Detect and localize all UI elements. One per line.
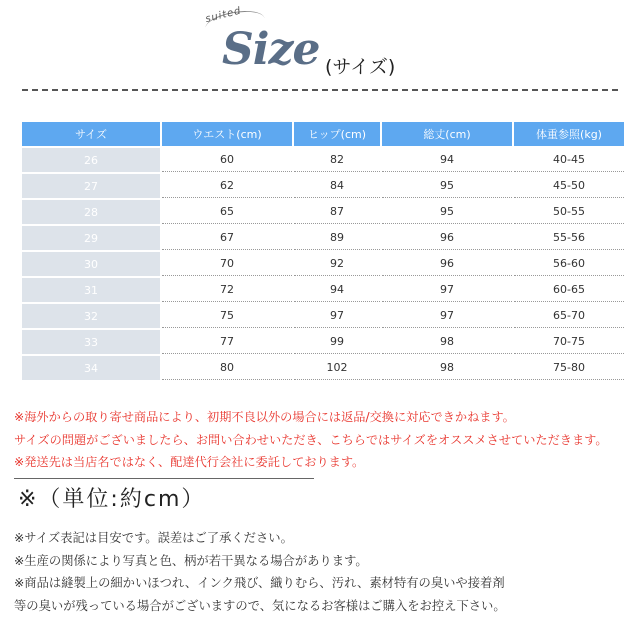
notice-line: サイズの問題がございましたら、お問い合わせいただき、こちらではサイズをオススメさせていただきます。 — [14, 432, 608, 447]
weight-cell: 60-65 — [514, 278, 624, 302]
hip-cell: 87 — [294, 200, 380, 224]
note-line: ※サイズ表記は目安です。誤差はご了承ください。 — [14, 531, 293, 545]
length-cell: 98 — [382, 330, 512, 354]
size-cell: 31 — [22, 278, 160, 302]
size-cell: 26 — [22, 148, 160, 172]
waist-cell: 80 — [162, 356, 292, 380]
hip-cell: 94 — [294, 278, 380, 302]
suited-label: suited — [204, 5, 243, 25]
table-row — [22, 356, 624, 380]
waist-cell: 70 — [162, 252, 292, 276]
weight-cell: 45-50 — [514, 174, 624, 198]
dashed-divider — [22, 89, 618, 91]
notice-line: ※海外からの取り寄せ商品により、初期不良以外の場合には返品/交換に対応できかねます。 — [14, 410, 515, 424]
unit-title: ※（単位:約cm） — [18, 487, 206, 512]
weight-cell: 70-75 — [514, 330, 624, 354]
table-row — [22, 304, 624, 328]
column-header-hip: ヒップ(cm) — [294, 122, 380, 146]
product-notes — [14, 527, 630, 617]
table-row — [22, 252, 624, 276]
weight-cell: 55-56 — [514, 226, 624, 250]
column-header-waist: ウエスト(cm) — [162, 122, 292, 146]
note-line: ※商品は縫製上の細かいほつれ、インク飛び、織りむら、汚れ、素材特有の臭いや接着剤 — [14, 576, 505, 590]
notice-line: ※発送先は当店名ではなく、配達代行会社に委託しております。 — [14, 455, 365, 469]
table-header-row — [22, 122, 624, 146]
size-cell: 32 — [22, 304, 160, 328]
length-cell: 97 — [382, 278, 512, 302]
hip-cell: 97 — [294, 304, 380, 328]
waist-cell: 72 — [162, 278, 292, 302]
note-line: 等の臭いが残っている場合がございますので、気になるお客様はご購入をお控え下さい。 — [14, 598, 506, 613]
hip-cell: 99 — [294, 330, 380, 354]
column-header-size: サイズ — [22, 122, 160, 146]
page-header — [0, 0, 640, 92]
weight-cell: 65-70 — [514, 304, 624, 328]
waist-cell: 62 — [162, 174, 292, 198]
length-cell: 95 — [382, 174, 512, 198]
size-cell: 30 — [22, 252, 160, 276]
length-cell: 96 — [382, 226, 512, 250]
waist-cell: 75 — [162, 304, 292, 328]
table-row — [22, 148, 624, 172]
note-line: ※生産の関係により写真と色、柄が若干異なる場合があります。 — [14, 553, 368, 568]
length-cell: 94 — [382, 148, 512, 172]
length-cell: 96 — [382, 252, 512, 276]
size-cell: 34 — [22, 356, 160, 380]
hip-cell: 89 — [294, 226, 380, 250]
size-heading-jp: (サイズ) — [325, 56, 396, 78]
table-row — [22, 174, 624, 198]
waist-cell: 65 — [162, 200, 292, 224]
size-heading: Size — [222, 24, 320, 75]
length-cell: 98 — [382, 356, 512, 380]
column-header-length: 総丈(cm) — [382, 122, 512, 146]
unit-divider — [14, 478, 314, 479]
size-cell: 33 — [22, 330, 160, 354]
waist-cell: 67 — [162, 226, 292, 250]
size-cell: 28 — [22, 200, 160, 224]
column-header-weight: 体重参照(kg) — [514, 122, 624, 146]
table-row — [22, 226, 624, 250]
shipping-notice — [14, 406, 630, 474]
weight-cell: 75-80 — [514, 356, 624, 380]
size-cell: 29 — [22, 226, 160, 250]
waist-cell: 77 — [162, 330, 292, 354]
size-table — [20, 120, 626, 382]
hip-cell: 82 — [294, 148, 380, 172]
table-row — [22, 330, 624, 354]
hip-cell: 84 — [294, 174, 380, 198]
hip-cell: 92 — [294, 252, 380, 276]
table-row — [22, 200, 624, 224]
length-cell: 95 — [382, 200, 512, 224]
hip-cell: 102 — [294, 356, 380, 380]
size-cell: 27 — [22, 174, 160, 198]
weight-cell: 40-45 — [514, 148, 624, 172]
table-row — [22, 278, 624, 302]
weight-cell: 50-55 — [514, 200, 624, 224]
waist-cell: 60 — [162, 148, 292, 172]
length-cell: 97 — [382, 304, 512, 328]
weight-cell: 56-60 — [514, 252, 624, 276]
